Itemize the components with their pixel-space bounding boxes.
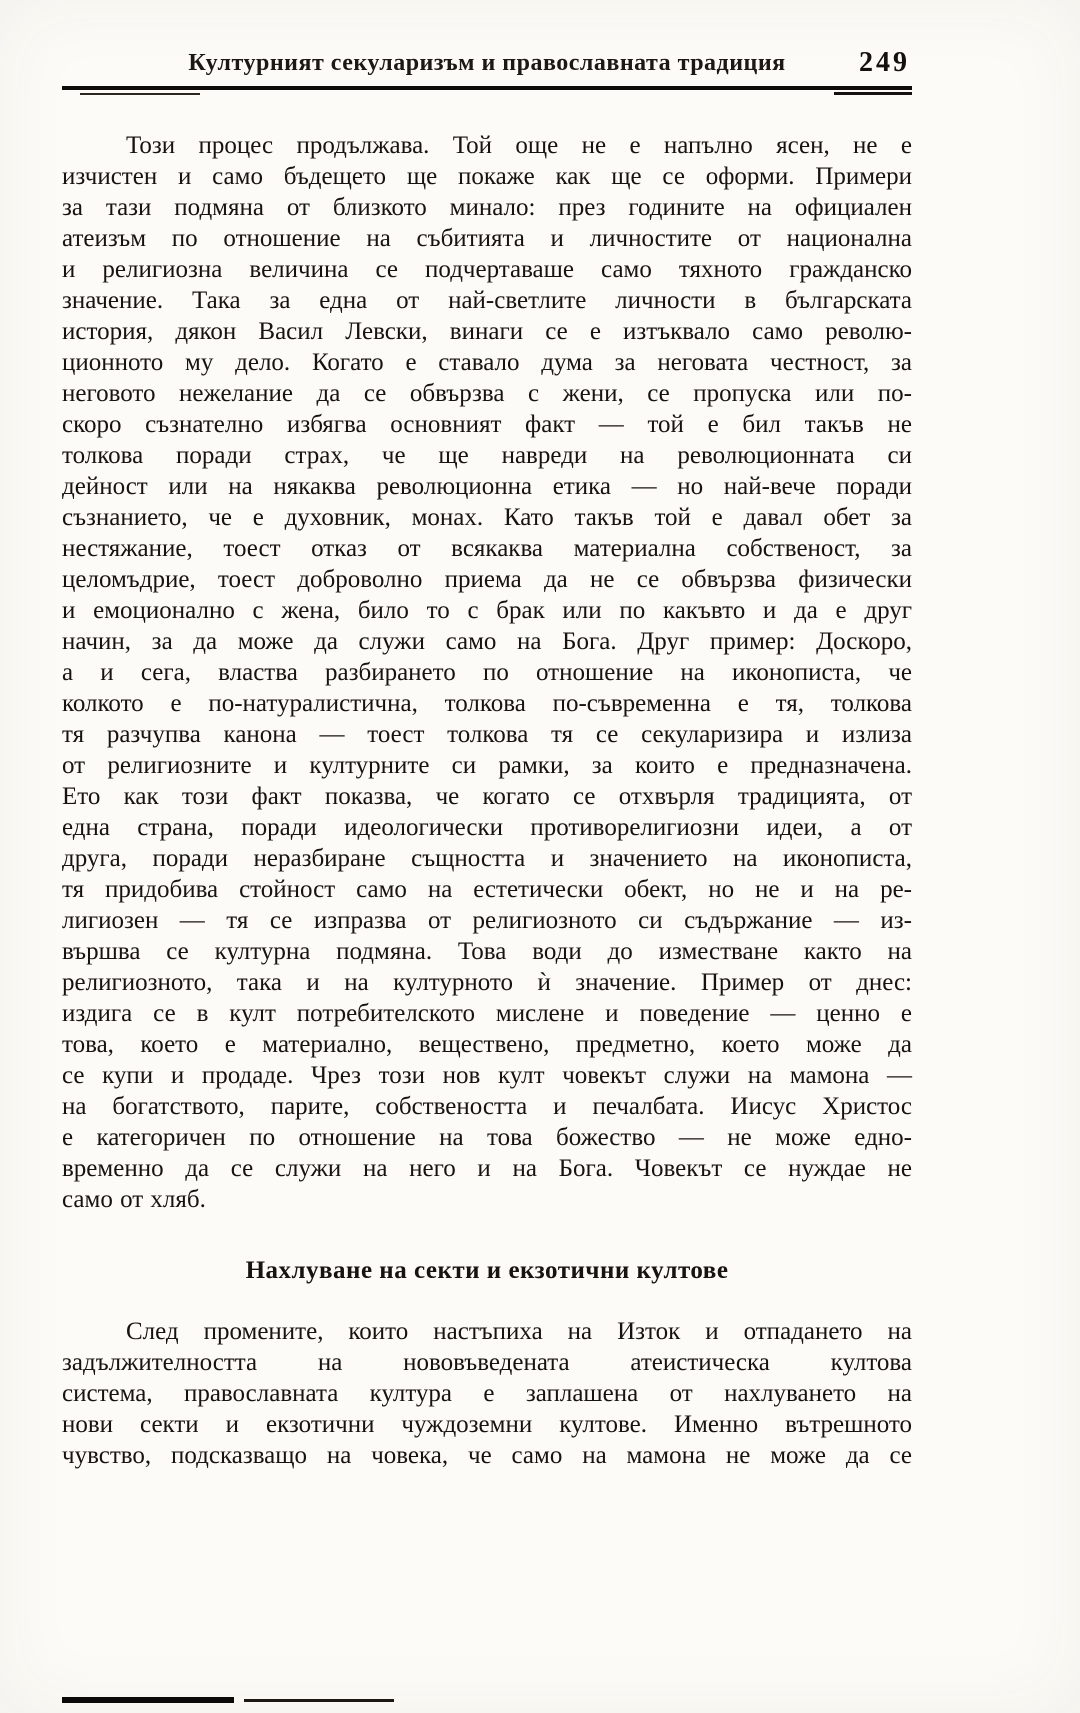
text-line: се купи и продаде. Чрез този нов култ човекът служи на мамона — xyxy=(62,1062,912,1089)
header-rule-line xyxy=(62,86,912,90)
text-line: тя придобива стойност само на естетически обект, но не и на ре- xyxy=(62,876,912,903)
text-line: религиозното, така и на културното ѝ значение. Пример от днес: xyxy=(62,969,912,996)
bottom-page-edge-rule xyxy=(62,1697,912,1707)
text-line: това, което е материално, веществено, предметно, което може да xyxy=(62,1031,912,1058)
text-line: и емоционално с жена, било то с брак или по какъвто и да е друг xyxy=(62,597,912,624)
text-line: целомъдрие, тоест доброволно приема да не се обвързва физически xyxy=(62,566,912,593)
text-line: чувство, подсказващо на човека, че само на мамона не може да се xyxy=(62,1442,912,1469)
text-line: от религиозните и културните си рамки, за които е предназначена. xyxy=(62,752,912,779)
text-line: друга, поради неразбиране същността и значението на иконописта, xyxy=(62,845,912,872)
running-title: Културният секуларизъм и православната традиция xyxy=(188,50,786,76)
text-line: а и сега, властва разбирането по отношение на иконописта, че xyxy=(62,659,912,686)
bottom-rule-segment-thin xyxy=(244,1699,394,1702)
text-line: задължителността на нововъведената атеистическа култова xyxy=(62,1349,912,1376)
text-line: неговото нежелание да се обвързва с жени, се пропуска или по- xyxy=(62,380,912,407)
text-line: толкова поради страх, че ще навреди на революционната си xyxy=(62,442,912,469)
text-line: начин, за да може да служи само на Бога. Друг пример: Доскоро, xyxy=(62,628,912,655)
text-line: колкото е по-натуралистична, толкова по-съвременна е тя, толкова xyxy=(62,690,912,717)
text-line: атеизъм по отношение на събитията и личностите от национална xyxy=(62,225,912,252)
header-rule-fragment-left xyxy=(80,93,200,95)
header-rule-fragment-right xyxy=(834,92,912,95)
page-body xyxy=(62,130,912,1471)
text-line: на богатството, парите, собствеността и печалбата. Иисус Христос xyxy=(62,1093,912,1120)
text-line: и религиозна величина се подчертаваше само тяхното гражданско xyxy=(62,256,912,283)
text-line: изчистен и само бъдещето ще покаже как ще се оформи. Примери xyxy=(62,163,912,190)
text-line: скоро съзнателно избягва основният факт — той е бил такъв не xyxy=(62,411,912,438)
text-line: система, православната култура е заплашена от нахлуването на xyxy=(62,1380,912,1407)
text-line: временно да се служи на него и на Бога. Човекът се нуждае не xyxy=(62,1155,912,1182)
section-heading: Нахлуване на секти и екзотични култове xyxy=(245,1257,729,1284)
header-rule xyxy=(62,86,912,98)
text-line: дейност или на някаква революционна етика — но най-вече поради xyxy=(62,473,912,500)
bottom-rule-segment-thick xyxy=(62,1697,234,1703)
paragraph-2 xyxy=(62,1316,912,1471)
text-line: След промените, които настъпиха на Изток и отпадането на xyxy=(126,1318,912,1345)
text-line: лигиозен — тя се изпразва от религиозното си съдържание — из- xyxy=(62,907,912,934)
text-line: нестяжание, тоест отказ от всякаква материална собственост, за xyxy=(62,535,912,562)
page-header xyxy=(62,47,912,78)
text-line: история, дякон Васил Левски, винаги се е изтъквало само револю- xyxy=(62,318,912,345)
text-line: тя разчупва канона — тоест толкова тя се секуларизира и излиза xyxy=(62,721,912,748)
page-number: 249 xyxy=(859,47,910,78)
text-line: Ето как този факт показва, че когато се отхвърля традицията, от xyxy=(62,783,912,810)
text-line: е категоричен по отношение на това божество — не може едно- xyxy=(62,1124,912,1151)
text-line: вършва се културна подмяна. Това води до изместване както на xyxy=(62,938,912,965)
paragraph-1 xyxy=(62,130,912,1215)
text-line: Този процес продължава. Той още не е напълно ясен, не е xyxy=(126,132,912,159)
text-line: съзнанието, че е духовник, монах. Като такъв той е давал обет за xyxy=(62,504,912,531)
text-line: ционното му дело. Когато е ставало дума за неговата честност, за xyxy=(62,349,912,376)
text-line: една страна, поради идеологически противорелигиозни идеи, а от xyxy=(62,814,912,841)
text-line: издига се в култ потребителското мислене и поведение — ценно е xyxy=(62,1000,912,1027)
text-line: нови секти и екзотични чуждоземни култове. Именно вътрешното xyxy=(62,1411,912,1438)
text-line: само от хляб. xyxy=(62,1186,206,1213)
text-line: значение. Така за една от най-светлите личности в българската xyxy=(62,287,912,314)
text-line: за тази подмяна от близкото минало: през годините на официален xyxy=(62,194,912,221)
